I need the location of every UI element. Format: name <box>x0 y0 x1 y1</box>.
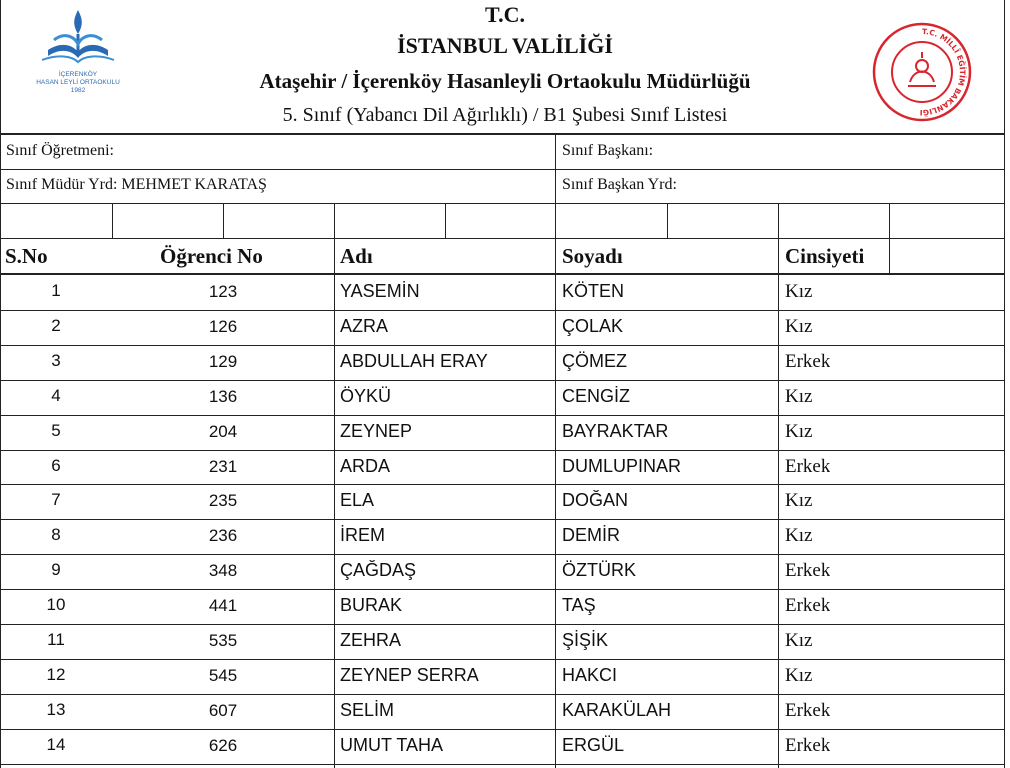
row-divider <box>0 729 1005 730</box>
row-gender: Erkek <box>785 560 831 582</box>
row-surname: DUMLUPINAR <box>562 455 682 476</box>
row-student-no: 123 <box>208 282 238 301</box>
row-sno: 13 <box>46 699 66 719</box>
row-name: ELA <box>340 490 375 511</box>
row-divider <box>0 694 1005 695</box>
row-sno: 7 <box>51 490 61 510</box>
row-surname: ÖZTÜRK <box>562 560 636 581</box>
title-class-list: 5. Sınıf (Yabancı Dil Ağırlıklı) / B1 Şubesi Sınıf Listesi <box>282 104 728 126</box>
row-student-no: 626 <box>208 735 238 755</box>
row-divider <box>0 415 1005 416</box>
column-header-name: Adı <box>340 244 373 268</box>
row-sno: 12 <box>46 664 66 684</box>
row-gender: Kız <box>785 490 813 512</box>
ministry-seal-icon <box>870 20 974 124</box>
row-sno: 3 <box>51 350 61 370</box>
row-name: ABDULLAH ERAY <box>340 350 488 371</box>
row-surname: ÇOLAK <box>562 315 624 336</box>
teacher-label: Sınıf Öğretmeni: <box>6 142 114 159</box>
column-header-surname: Soyadı <box>562 244 623 268</box>
row-sno: 5 <box>51 420 61 440</box>
logo-text-1: İÇERENKÖY <box>58 71 98 78</box>
row-surname: ERGÜL <box>562 734 625 755</box>
row-divider <box>0 484 1005 485</box>
logo-text-2: HASAN LEYLİ ORTAOKULU <box>36 79 120 86</box>
row-student-no: 129 <box>208 351 238 371</box>
logo-text-3: 1982 <box>70 87 86 94</box>
row-sno: 1 <box>51 281 61 300</box>
row-divider <box>0 624 1005 625</box>
row-gender: Kız <box>785 281 813 302</box>
row-name: BURAK <box>340 595 403 616</box>
row-student-no: 236 <box>208 526 238 546</box>
row-divider <box>0 659 1005 660</box>
row-surname: DOĞAN <box>562 490 629 511</box>
row-surname: TAŞ <box>562 595 596 616</box>
seal-ring-text: T.C. MİLLÎ EĞİTİM BAKANLIĞI <box>919 26 967 118</box>
row-gender: Kız <box>785 315 813 337</box>
row-name: ZEHRA <box>340 630 402 650</box>
row-surname: CENGİZ <box>562 385 631 406</box>
row-gender: Kız <box>785 525 813 547</box>
row-gender: Erkek <box>785 734 831 756</box>
row-name: UMUT TAHA <box>340 734 444 755</box>
row-student-no: 136 <box>208 386 238 406</box>
row-divider <box>0 764 1005 765</box>
row-divider <box>0 380 1005 381</box>
row-name: ZEYNEP <box>340 420 413 441</box>
row-surname: BAYRAKTAR <box>562 420 669 441</box>
title-tc: T.C. <box>485 2 525 27</box>
row-divider <box>0 450 1005 451</box>
row-gender: Kız <box>785 664 813 686</box>
vice-principal-label: Sınıf Müdür Yrd: MEHMET KARATAŞ <box>6 176 267 193</box>
row-divider <box>0 519 1005 520</box>
row-student-no: 441 <box>208 596 238 616</box>
row-divider <box>0 589 1005 590</box>
class-president-label: Sınıf Başkanı: <box>562 142 654 159</box>
row-name: İREM <box>340 525 385 546</box>
title-governorship: İSTANBUL VALİLİĞİ <box>397 33 613 58</box>
row-gender: Kız <box>785 420 813 442</box>
row-sno: 11 <box>47 630 65 649</box>
row-name: ÇAĞDAŞ <box>340 560 417 581</box>
ministry-seal <box>870 20 974 124</box>
row-sno: 2 <box>51 315 61 335</box>
row-surname: HAKCI <box>562 664 618 685</box>
row-gender: Erkek <box>785 350 831 372</box>
row-name: SELİM <box>340 699 395 720</box>
row-name: ARDA <box>340 455 391 476</box>
vice-president-label: Sınıf Başkan Yrd: <box>562 176 677 193</box>
column-header-student-no: Öğrenci No <box>160 244 263 268</box>
row-student-no: 204 <box>208 421 238 441</box>
row-student-no: 545 <box>208 665 238 685</box>
row-gender: Erkek <box>785 595 831 617</box>
row-surname: ÇÖMEZ <box>562 350 627 371</box>
column-header-gender: Cinsiyeti <box>785 244 865 268</box>
row-divider <box>0 345 1005 346</box>
row-name: AZRA <box>340 315 389 336</box>
row-sno: 10 <box>46 595 66 615</box>
row-sno: 9 <box>51 560 61 580</box>
title-school: Ataşehir / İçerenköy Hasanleyli Ortaokulu Müdürlüğü <box>259 69 751 93</box>
row-surname: DEMİR <box>562 525 620 546</box>
row-name: ÖYKÜ <box>340 385 392 406</box>
row-sno: 8 <box>51 525 61 545</box>
row-divider <box>0 554 1005 555</box>
row-gender: Erkek <box>785 455 831 477</box>
row-gender: Kız <box>785 630 813 651</box>
row-sno: 14 <box>46 734 66 754</box>
row-gender: Erkek <box>785 699 831 721</box>
row-name: ZEYNEP SERRA <box>340 664 479 685</box>
row-name: YASEMİN <box>340 281 420 301</box>
row-surname: ŞİŞİK <box>562 630 609 650</box>
row-divider <box>0 310 1005 311</box>
row-student-no: 235 <box>208 491 238 511</box>
row-surname: KÖTEN <box>562 281 625 301</box>
row-sno: 6 <box>51 455 61 475</box>
row-student-no: 126 <box>208 316 238 336</box>
row-student-no: 607 <box>208 700 238 720</box>
row-gender: Kız <box>785 385 813 407</box>
row-student-no: 535 <box>208 631 238 650</box>
row-student-no: 231 <box>208 456 238 476</box>
row-surname: KARAKÜLAH <box>562 699 672 720</box>
column-header-sno: S.No <box>5 244 48 268</box>
row-student-no: 348 <box>208 561 238 581</box>
row-sno: 4 <box>51 385 61 405</box>
